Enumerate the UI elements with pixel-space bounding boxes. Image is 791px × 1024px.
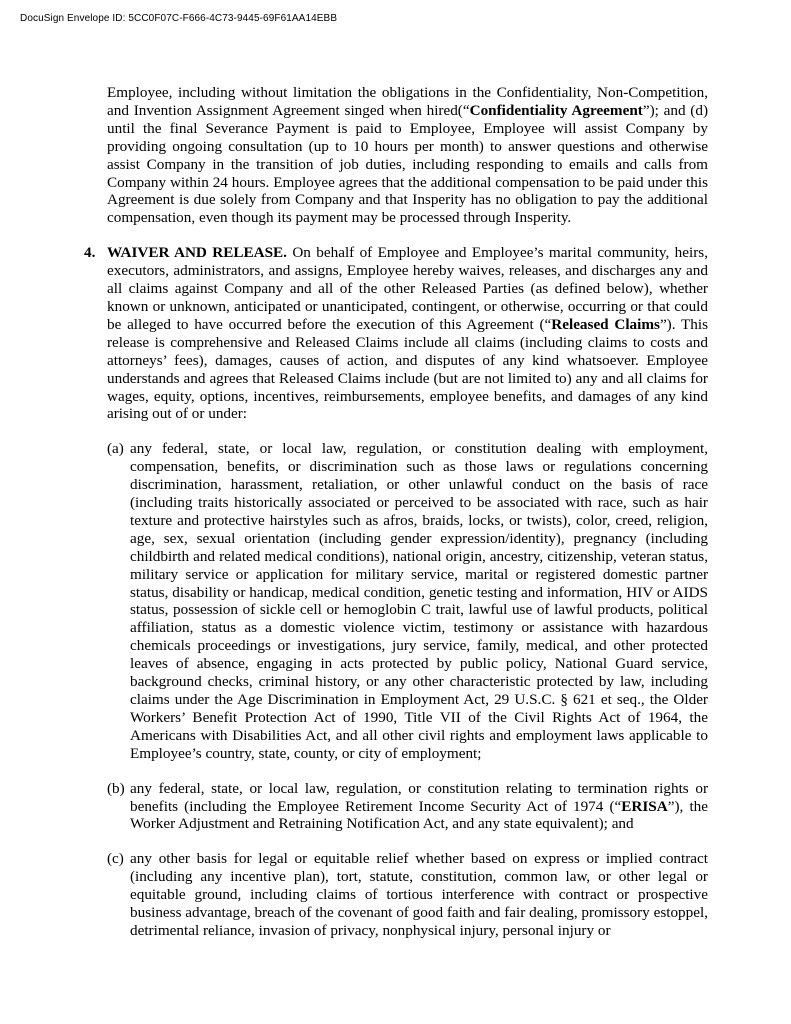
- section-number: 4.: [84, 244, 96, 262]
- subsection-text: [130, 780, 708, 834]
- continuation-paragraph: [107, 84, 708, 227]
- continuation-text-1: Employee, including without limitation the obligations in the Confidentiality, Non-Competition, and Invention Assignment Agreement singed when hired(“: [107, 84, 708, 119]
- subsection-list: [84, 440, 708, 940]
- subsection-b: [84, 780, 708, 834]
- subsection-text-pre: any federal, state, or local law, regulation, or constitution relating to termination rights or benefits (including the Employee Retirement Income Security Act of 1974 (“: [130, 779, 708, 815]
- subsection-label: (a): [107, 440, 124, 458]
- envelope-id: DocuSign Envelope ID: 5CC0F07C-F666-4C73-9445-69F61AA14EBB: [20, 13, 338, 24]
- section-4-paragraph: [107, 244, 708, 423]
- section-4: [84, 244, 708, 423]
- defined-term-confidentiality-agreement: Confidentiality Agreement: [469, 101, 643, 119]
- section-4-text-2: ”). This release is comprehensive and Released Claims include all claims (including claims to costs and attorneys’ fees), damages, causes of action, and disputes of any kind whatsoever. Employee understands and agrees that Released Claims include (but are not limited to) any and all claims for wages, equity, options, incentives, reimbursements, employee benefits, and damages of any kind arising out of or under:: [107, 315, 708, 423]
- continuation-text-2: ”); and (d) until the final Severance Payment is paid to Employee, Employee will assist Company by providing ongoing consultation (up to 10 hours per month) to answer questions and otherwise assist Company in the transition of job duties, including responding to emails and calls from Company within 24 hours. Employee agrees that the additional compensation to be paid under this Agreement is due solely from Company and that Insperity has no obligation to pay the additional compensation, even though its payment may be processed through Insperity.: [107, 101, 709, 227]
- subsection-text: any other basis for legal or equitable relief whether based on express or implied contract (including any incentive plan), tort, statute, constitution, common law, or other legal or equitable ground, including claims of tortious interference with contract or prospective business advantage, breach of the covenant of good faith and fair dealing, promissory estoppel, detrimental reliance, invasion of privacy, nonphysical injury, personal injury or: [130, 850, 708, 939]
- subsection-c: [84, 850, 708, 940]
- section-4-text-1: On behalf of Employee and Employee’s marital community, heirs, executors, administrators, and assigns, Employee hereby waives, releases, and discharges any and all claims against Company and all of the other Released Parties (as defined below), whether known or unknown, anticipated or unanticipated, contingent, or otherwise, occurring or that could be alleged to have occurred before the execution of this Agreement (“: [107, 244, 709, 333]
- subsection-text-post: ”), the Worker Adjustment and Retraining Notification Act, and any state equivalent); and: [130, 797, 708, 833]
- document-page: [84, 84, 708, 940]
- section-title: WAIVER AND RELEASE.: [107, 244, 287, 262]
- defined-term-released-claims: Released Claims: [551, 315, 660, 333]
- subsection-a: [84, 440, 708, 762]
- subsection-label: (b): [107, 779, 125, 797]
- defined-term-erisa: ERISA: [621, 797, 668, 815]
- subsection-label: (c): [107, 850, 124, 868]
- subsection-text: any federal, state, or local law, regulation, or constitution dealing with employment, compensation, benefits, or discrimination such as those laws or regulations concerning discrimination, harassment, retaliation, or other unlawful conduct on the basis of race (including traits historically associated or perceived to be associated with race, such as hair texture and protective hairstyles such as afros, braids, locks, or twists), color, creed, religion, age, sex, sexual orientation (including gender expression/identity), pregnancy (including childbirth and related medical conditions), national origin, ancestry, citizenship, veteran status, military service or application for military service, marital or registered domestic partner status, disability or handicap, medical condition, genetic testing and information, HIV or AIDS status, possession of sickle cell or hemoglobin C trait, lawful use of lawful products, political affiliation, status as a domestic violence victim, testimony or assistance with hazardous chemicals proceedings or investigations, jury service, family, medical, and other protected leaves of absence, engaging in acts protected by public policy, National Guard service, background checks, criminal history, or any other characteristic protected by law, including claims under the Age Discrimination in Employment Act, 29 U.S.C. § 621 et seq., the Older Workers’ Benefit Protection Act of 1990, Title VII of the Civil Rights Act of 1964, the Americans with Disabilities Act, and all other civil rights and employment laws applicable to Employee’s country, state, county, or city of employment;: [130, 440, 708, 762]
